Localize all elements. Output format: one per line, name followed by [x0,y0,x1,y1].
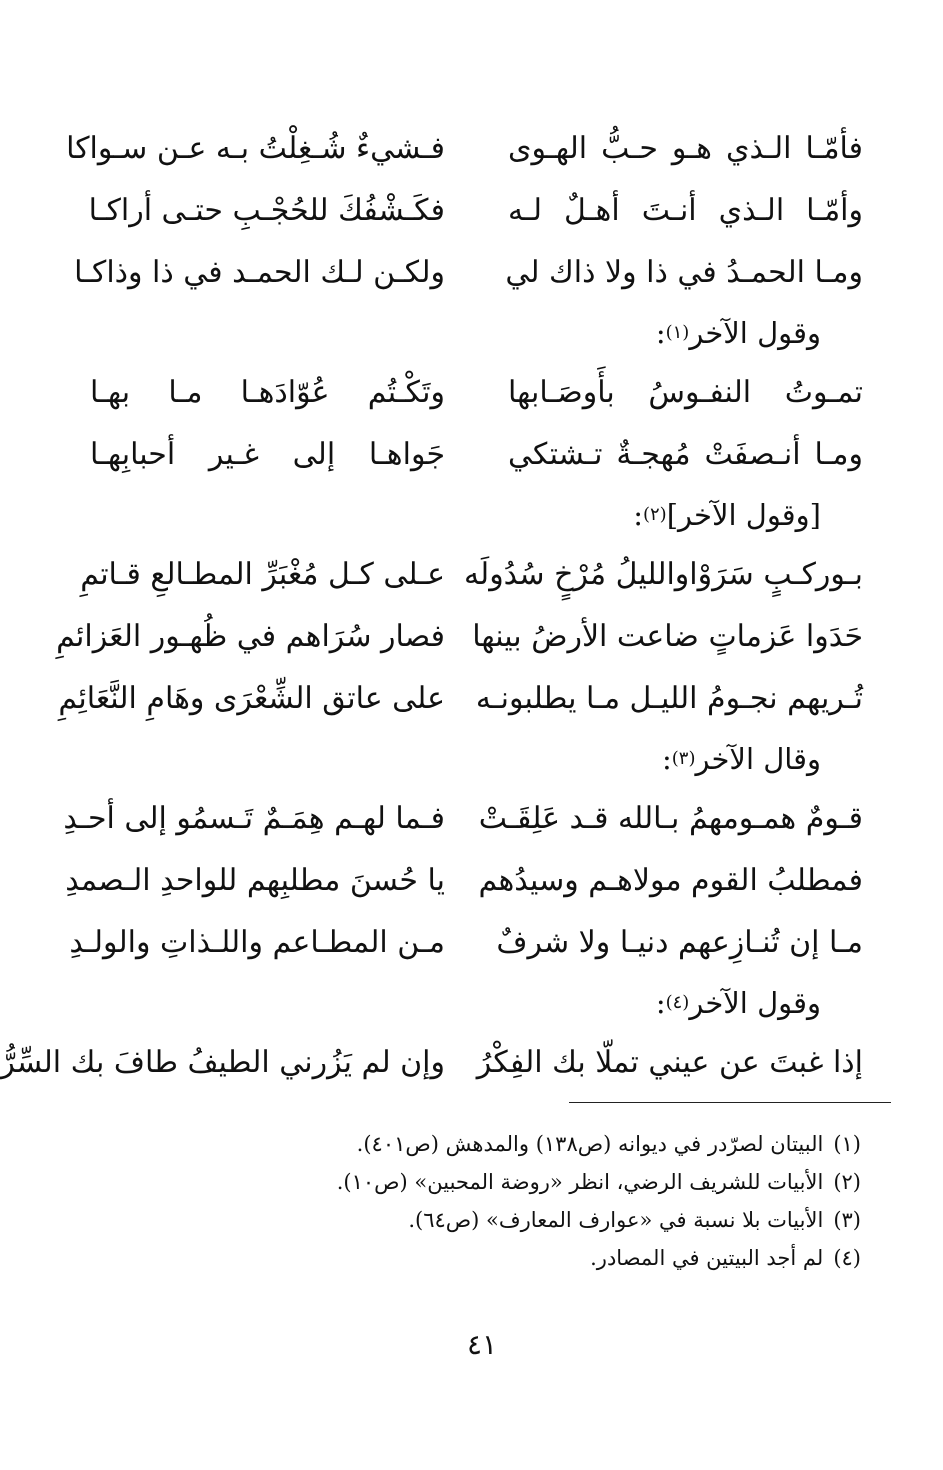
footnote-divider [569,1102,891,1103]
intro-text: وقول الآخر [689,316,821,350]
footnote-number: (١) [833,1132,861,1156]
verse-intro: وقول الآخر (٤) : [88,974,863,1032]
verse-line [69,912,863,974]
second-hemistich: فـما لهـم هِمَـمٌ تَـسمُو إلى أحـدِ [63,801,445,836]
second-hemistich: يا حُسنَ مطلبِهم للواحدِ الـصمدِ [65,863,445,898]
footnote-number: (٢) [833,1170,861,1194]
verse-intro: [وقول الآخر] (٢) : [88,486,863,544]
footnote-text: لم أجد البيتين في المصادر. [590,1246,824,1270]
intro-colon: : [661,742,672,776]
footnote-number: (٤) [833,1246,861,1270]
verse-line [88,424,863,486]
first-hemistich: فأمّـا الـذي هـو حـبُّ الهـوى [508,131,863,166]
first-hemistich: ومـا أنـصفَتْ مُهجـةٌ تـشتكي [508,437,863,472]
intro-text: وقال الآخر [695,742,821,776]
first-hemistich: ومـا الحمـدُ في ذا ولا ذاك لي [505,255,863,290]
verse-line [65,850,863,912]
first-hemistich: بـوركـبٍ سَرَوْاوالليلُ مُرْخٍ سُدُولَه [463,557,863,592]
intro-text: وقول الآخر [689,986,821,1020]
footnote [101,1163,861,1201]
first-hemistich: إذا غبتَ عن عيني تملّا بك الفِكْرُ [476,1045,863,1080]
second-hemistich: مـن المطـاعم واللـذاتِ والولـدِ [69,925,445,960]
second-hemistich: فصار سُرَاهم في ظُهـور العَزائمِ [56,619,445,654]
second-hemistich: وإن لم يَزُرني الطيفُ طافَ بك السِّرُّ [0,1045,445,1080]
verse-line [63,788,863,850]
poem-block [0,118,863,1094]
second-hemistich: عـلى كـل مُغْبَرِّ المطـالعِ قـاتمِ [80,557,445,592]
footnote-text: البيتان لصرّدر في ديوانه (ص١٣٨) والمدهش (ص٤٠١). [356,1132,824,1156]
verse-line [66,118,863,180]
verse-line [80,544,863,606]
second-hemistich: وتَكْـتُم عُوّادَهـا مـا بهـا [90,375,445,410]
verse-line [58,668,863,730]
second-hemistich: جَواهـا إلى غـير أحبابِهـا [90,437,445,472]
second-hemistich: فـشيءٌ شُـغِلْتُ بـه عـن سـواكا [66,131,445,166]
page-number: ٤١ [466,1328,498,1361]
first-hemistich: تُـريهم نجـومُ الليـل مـا يطلبونـه [475,681,863,716]
first-hemistich: فمطلبُ القوم مولاهـم وسيدُهم [478,863,863,898]
first-hemistich: قـومٌ همـومهمُ بـالله قـد عَلِقَـتْ [478,801,863,836]
intro-text: [وقول الآخر] [666,498,821,532]
verse-line [88,180,863,242]
footnote [101,1201,861,1239]
footnote-text: الأبيات للشريف الرضي، انظر «روضة المحبين» (ص١٠). [336,1170,824,1194]
verse-intro: وقول الآخر (١) : [88,304,863,362]
first-hemistich: تمـوتُ النفـوسُ بأَوصَـابها [508,375,863,410]
intro-colon: : [633,498,643,532]
verse-line [56,606,863,668]
second-hemistich: على عاتق الشِّعْرَى وهَامِ النَّعَائِمِ [58,681,445,716]
intro-colon: : [655,986,666,1020]
footnotes [101,1125,861,1277]
verse-line [0,1032,863,1094]
verse-intro: وقال الآخر (٣) : [88,730,863,788]
verse-line [74,242,863,304]
footnote-text: الأبيات بلا نسبة في «عوارف المعارف» (ص٦٤). [408,1208,824,1232]
second-hemistich: ولكـن لـك الحمـد في ذا وذاكـا [74,255,445,290]
footnote [101,1125,861,1163]
second-hemistich: فكَـشْفُكَ للحُجْـبِ حتـى أراكـا [88,193,445,228]
first-hemistich: حَدَوا عَزماتٍ ضاعت الأرضُ بينها [472,619,863,654]
verse-line [88,362,863,424]
first-hemistich: وأمّـا الـذي أنـتَ أهـلٌ لـه [508,193,863,228]
footnote-number: (٣) [833,1208,861,1232]
intro-colon: : [655,316,666,350]
first-hemistich: مـا إن تُنـازِعهم دنيـا ولا شرفٌ [496,925,863,960]
footnote [101,1239,861,1277]
